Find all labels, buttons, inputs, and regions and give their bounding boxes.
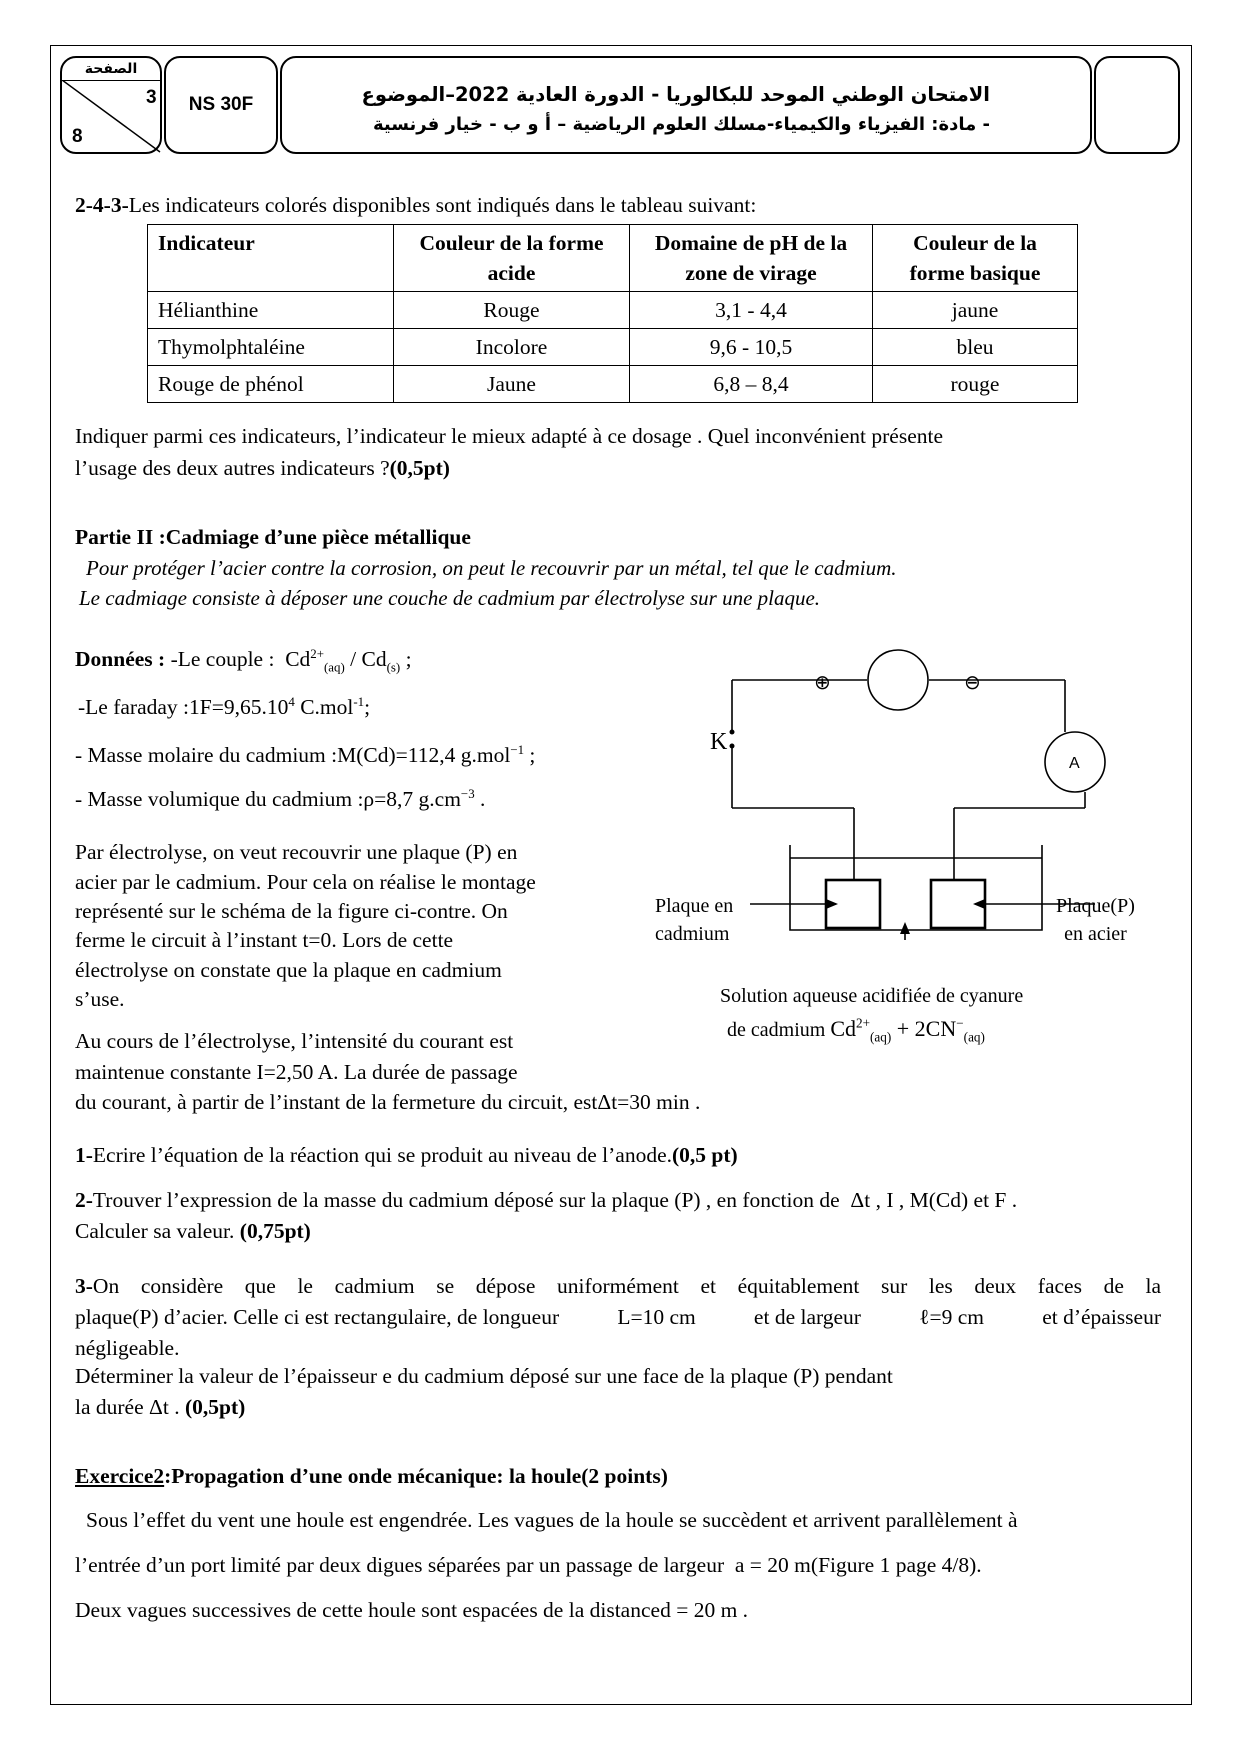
exercice2-p2 xyxy=(75,1553,982,1578)
question-3-line1 xyxy=(75,1274,1161,1299)
text-part: ferme le circuit à l’instant xyxy=(75,928,303,952)
donnees-masse-molaire: - Masse molaire du cadmium :M(Cd)=112,4 g.mol$^{-1}$ ; xyxy=(75,743,536,768)
math-part: Δt=30 min xyxy=(597,1090,690,1114)
text-part: . xyxy=(695,1090,701,1114)
plus-terminal: ⊕ xyxy=(814,670,831,694)
masse-volumique-text: - Masse volumique du cadmium : xyxy=(75,787,364,812)
table-cell: Hélianthine xyxy=(148,292,394,329)
question-3-line5 xyxy=(75,1395,245,1420)
table-cell: 9,6 - 10,5 xyxy=(630,329,873,366)
label-line: cadmium xyxy=(655,923,730,945)
table-header: Indicateur xyxy=(148,225,394,292)
table-header: Couleur de la forme basique xyxy=(873,225,1078,292)
table-cell: Thymolphtaléine xyxy=(148,329,394,366)
table-row xyxy=(148,292,1078,329)
blank-corner-box xyxy=(1094,56,1180,154)
donnees-faraday: -Le faraday $:1F=9,65.10^4$ C.mol$^{-1}$; xyxy=(78,695,371,720)
electrolyse-p7: Au cours de l’électrolyse, l’intensité du courant est xyxy=(75,1029,514,1053)
text-part: plaque(P) d’acier. Celle ci est rectangulaire, de longueur xyxy=(75,1305,560,1329)
text-part: et de largeur xyxy=(753,1305,861,1329)
points: (0,5pt) xyxy=(389,456,450,480)
text-part: (Figure 1 page 4/8). xyxy=(810,1553,982,1577)
points: (0,75pt) xyxy=(239,1219,311,1243)
table-cell: Jaune xyxy=(394,366,630,403)
question-text: l’usage des deux autres indicateurs ? xyxy=(75,456,390,480)
text-part: . xyxy=(742,1598,749,1622)
masse-volumique-value: ρ=8,7 g.cm xyxy=(363,787,461,812)
arrow-head xyxy=(900,922,910,934)
question-number: 3- xyxy=(75,1274,93,1298)
question-text: Les indicateurs colorés disponibles sont indiqués dans le tableau suivant: xyxy=(128,193,757,217)
page-current: 3 xyxy=(146,87,157,108)
question-2 xyxy=(75,1188,1017,1213)
label-line: de cadmium xyxy=(727,1019,826,1041)
question-text: On considère que le cadmium se dépose uniformément et équitablement sur les deux faces de la xyxy=(92,1274,1161,1298)
page-label: الصفحة xyxy=(62,58,160,81)
switch-contact xyxy=(730,744,735,749)
electrolyse-p1: Par électrolyse, on veut recouvrir une plaque (P) en xyxy=(75,840,518,864)
electrolyse-p6: s’use. xyxy=(75,987,125,1011)
question-2-line2 xyxy=(75,1219,311,1244)
exam-title-box xyxy=(280,56,1092,154)
math-part: Δt , I , M(Cd) et F . xyxy=(850,1188,1018,1212)
electrolyse-p3: représenté sur le schéma de la figure ci-contre. On xyxy=(75,899,508,923)
table-cell: Rouge xyxy=(394,292,630,329)
solution-label-line1: Solution aqueuse acidifiée de cyanure xyxy=(720,985,1024,1007)
cadmium-plate-label xyxy=(655,892,733,948)
exam-code-box xyxy=(164,56,278,154)
math-part: I=2,50 A xyxy=(256,1060,334,1084)
page-total: 8 xyxy=(72,126,83,147)
switch-label: K xyxy=(710,729,728,755)
table-header-row xyxy=(148,225,1078,292)
faraday-text: -Le faraday : xyxy=(78,695,190,720)
exam-title-line2: - مادة: الفيزياء والكيمياء-مسلك العلوم الرياضية – أ و ب - خيار فرنسية xyxy=(372,114,990,135)
indicator-table xyxy=(147,224,1078,403)
page-number-box xyxy=(60,56,162,154)
label-line: Plaque(P) xyxy=(1056,895,1135,917)
question-number: 2- xyxy=(75,1188,93,1212)
donnees-couple: Données : -Le couple : $Cd^{2+}_{(aq)} / Cd_{(s)}$ ; xyxy=(75,647,412,675)
points: (0,5 pt) xyxy=(672,1143,738,1167)
table-cell: Rouge de phénol xyxy=(148,366,394,403)
table-header: Couleur de la forme acide xyxy=(394,225,630,292)
question-1 xyxy=(75,1143,738,1168)
partie2-intro1: Pour protéger l’acier contre la corrosion, on peut le recouvrir par un métal, tel que le cadmium. xyxy=(86,556,897,580)
text-part: du courant, à partir de l’instant de la fermeture du circuit, est xyxy=(75,1090,598,1114)
table-cell: 6,8 – 8,4 xyxy=(630,366,873,403)
question-number: 1- xyxy=(75,1143,93,1167)
math-part: t=0 xyxy=(302,928,332,952)
electrolyse-p8 xyxy=(75,1060,518,1085)
table-cell: rouge xyxy=(873,366,1078,403)
label-line: Plaque en xyxy=(655,895,734,917)
text-part: maintenue constante xyxy=(75,1060,257,1084)
question-2-4-3 xyxy=(75,193,756,218)
question-3-line3: négligeable. xyxy=(75,1336,180,1360)
ammeter-label: A xyxy=(1069,755,1080,772)
exercice-title-text: :Propagation d’une onde mécanique: la houle(2 points) xyxy=(164,1464,668,1488)
electrolyse-p2: acier par le cadmium. Pour cela on réalise le montage xyxy=(75,870,536,894)
question-3-line4: Déterminer la valeur de l’épaisseur e du cadmium déposé sur une face de la plaque (P) pendant xyxy=(75,1364,893,1388)
label-line: en acier xyxy=(1064,923,1127,945)
exercice2-p3 xyxy=(75,1598,748,1623)
text-part: l’entrée d’un port limité par deux digues séparées par un passage de largeur xyxy=(75,1553,725,1577)
text-part: Deux vagues successives de cette houle sont espacées de la distance xyxy=(75,1598,661,1622)
solution-label-line2: de cadmium $Cd^{2+}_{(aq)} + 2CN^-_{(aq)}$ xyxy=(727,1015,985,1045)
donnees-label: Données : xyxy=(75,647,166,672)
math-part: d = 20 m xyxy=(660,1598,738,1622)
indicator-question-line1: Indiquer parmi ces indicateurs, l’indicateur le mieux adapté à ce dosage . Quel inconvénient présente xyxy=(75,424,944,448)
text-part: . La durée de passage xyxy=(333,1060,518,1084)
question-text: Ecrire l’équation de la réaction qui se produit au niveau de l’anode. xyxy=(92,1143,672,1167)
partie2-intro2: Le cadmiage consiste à déposer une couche de cadmium par électrolyse sur une plaque. xyxy=(79,586,821,610)
minus-terminal: ⊖ xyxy=(964,670,981,694)
electrolyse-p5: électrolyse on constate que la plaque en cadmium xyxy=(75,958,502,982)
question-text: Calculer sa valeur. xyxy=(75,1219,235,1243)
generator-icon xyxy=(868,650,928,710)
exam-code: NS 30F xyxy=(188,94,254,115)
points: (0,5pt) xyxy=(184,1395,246,1419)
text-part: la durée xyxy=(75,1395,144,1419)
donnees-masse-volumique: - Masse volumique du cadmium :ρ=8,7 $g.cm^{-3}$ . xyxy=(75,787,486,812)
exam-title-line1: الامتحان الوطني الموحد للبكالوريا - الدورة العادية 2022–الموضوع xyxy=(361,83,990,106)
text-part: et d’épaisseur xyxy=(1042,1305,1161,1329)
math-part: a = 20 m xyxy=(734,1553,811,1577)
exercice-label: Exercice2 xyxy=(75,1464,165,1488)
table-header: Domaine de pH de la zone de virage xyxy=(630,225,873,292)
arrow-head xyxy=(826,899,838,909)
exercice2-p1: Sous l’effet du vent une houle est engendrée. Les vagues de la houle se succèdent et arrivent parallèlement à xyxy=(86,1508,1018,1532)
table-cell: jaune xyxy=(873,292,1078,329)
math-part: ℓ=9 cm xyxy=(919,1305,984,1329)
electrolyse-p4 xyxy=(75,928,453,953)
couple-text: -Le couple : xyxy=(170,647,275,672)
indicator-question-line2 xyxy=(75,456,450,481)
faraday-unit: C.mol xyxy=(300,695,354,720)
partie2-title: Partie II :Cadmiage d’une pièce métallique xyxy=(75,525,471,549)
faraday-value: 1F=9,65.10 xyxy=(189,695,289,720)
question-text: Trouver l’expression de la masse du cadmium déposé sur la plaque (P) , en fonction de xyxy=(92,1188,840,1212)
arrow-head xyxy=(973,899,985,909)
exercice2-title xyxy=(75,1464,668,1489)
steel-plate-label xyxy=(1056,892,1135,948)
masse-molaire-text: - Masse molaire du cadmium : xyxy=(75,743,338,768)
table-cell: 3,1 - 4,4 xyxy=(630,292,873,329)
text-part: . Lors de cette xyxy=(331,928,454,952)
switch-contact xyxy=(730,730,735,735)
electrolyse-p9 xyxy=(75,1090,700,1115)
math-part: Δt . xyxy=(149,1395,180,1419)
table-row xyxy=(148,329,1078,366)
math-part: L=10 cm xyxy=(617,1305,696,1329)
table-row xyxy=(148,366,1078,403)
question-number: 2-4-3- xyxy=(75,193,129,217)
question-3-line2 xyxy=(75,1305,1161,1330)
masse-molaire-value: M(Cd)=112,4 g.mol xyxy=(337,743,511,768)
table-cell: Incolore xyxy=(394,329,630,366)
table-cell: bleu xyxy=(873,329,1078,366)
